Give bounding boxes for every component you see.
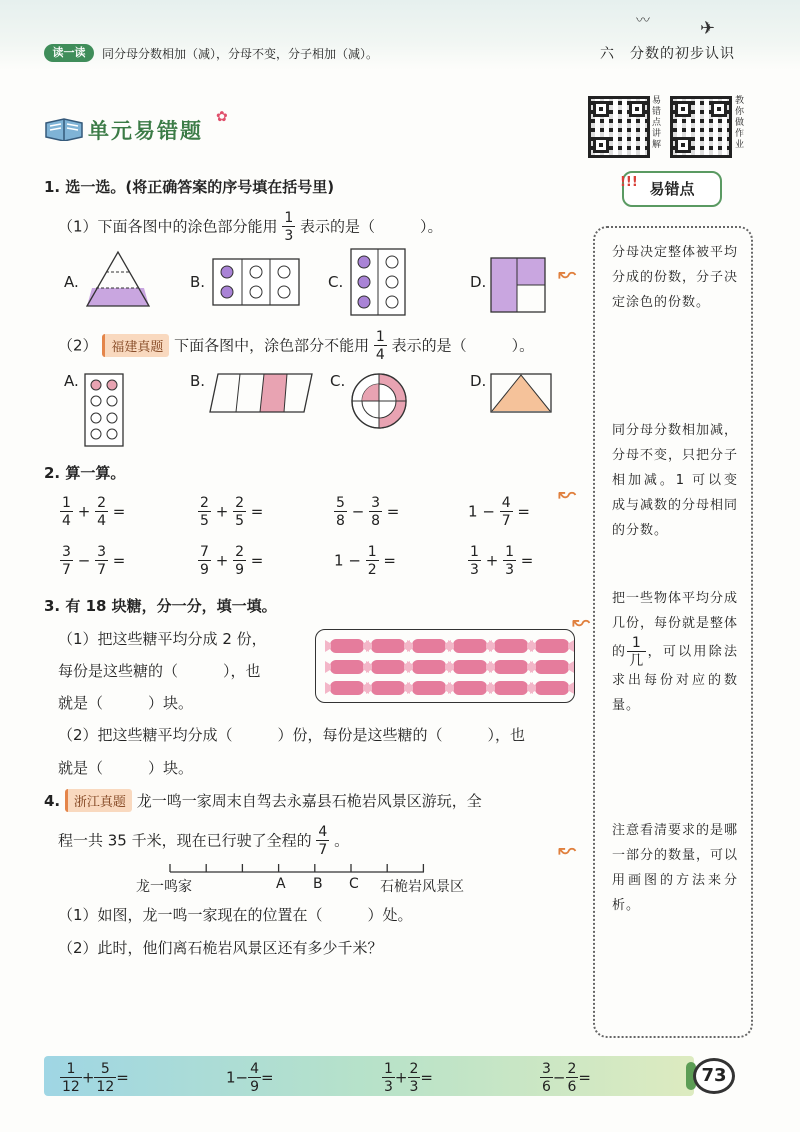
unit-title: 单元易错题 [88,119,203,143]
q3-part1-line3: 就是（ ）块。 [58,694,194,712]
calc-item: $\frac{3}{7}$ − $\frac{3}{7}$ = [62,544,126,578]
candy-icon [494,639,528,653]
candy-icon [371,639,405,653]
calc-item: $\frac{5}{8}$ − $\frac{3}{8}$ = [336,495,400,529]
bird-icon: 〰 [636,13,650,29]
candy-icon [535,660,569,674]
circle-columns-figure [350,248,406,316]
swallow-icon: ✈ [700,18,716,39]
calc-item: $\frac{1}{4}$ + $\frac{2}{4}$ = [62,495,126,529]
calc-item: $\frac{2}{5}$ + $\frac{2}{5}$ = [200,495,264,529]
candy-icon [453,639,487,653]
candy-icon [453,660,487,674]
candy-icon [330,681,364,695]
footer-calc: $\frac{3}{6}$ − $\frac{2}{6}$ = [542,1061,591,1095]
qr-code-icon[interactable] [670,96,732,158]
footer-calc: $\frac{1}{3}$ + $\frac{2}{3}$ = [384,1061,433,1095]
calc-item: $\frac{1}{3}$ + $\frac{1}{3}$ = [470,544,534,578]
parallelogram-figure [208,372,314,414]
alert-icon: !!! [620,175,638,190]
candy-box [315,629,575,703]
ring-figure [350,372,408,430]
ruler-point-a: A [276,876,286,892]
candy-icon [453,681,487,695]
candy-icon [535,639,569,653]
qr-code-icon[interactable] [588,96,650,158]
candy-icon [330,660,364,674]
option-c-label[interactable]: C. [330,372,346,390]
chapter-title: 六 分数的初步认识 [600,46,735,62]
option-c-label[interactable]: C. [328,273,344,291]
page-number: 73 [693,1058,735,1094]
question-1-part-1: （1）下面各图中的涂色部分能用 $\frac{1}{3}$ 表示的是（ ）。 [58,210,443,244]
candy-icon [494,660,528,674]
source-tag: 福建真题 [102,334,169,357]
option-a-label[interactable]: A. [64,372,79,390]
q4-part2: （2）此时，他们离石桅岩风景区还有多少千米？ [58,939,383,957]
option-d-label[interactable]: D. [470,372,487,390]
read-tip: 同分母分数相加（减），分母不变，分子相加（减）。 [102,47,379,61]
tip-read-carefully: 注意看清要求的是哪一部分的数量，可以用画图的方法来分析。 [612,823,739,913]
tip-equal-sharing: 把一些物体平均分成几份，每份就是整体的 $\frac{1}{\text{几}}$ ，可以用除法求出每份对应的数量。 [612,591,739,713]
q3-part1-line2: 每份是这些糖的（ ），也 [58,662,261,680]
distance-ruler [168,860,428,876]
q3-part1-line1: （1）把这些糖平均分成 2 份， [58,630,267,648]
q3-part2-line2: 就是（ ）块。 [58,759,194,777]
error-point-tag: !!! 易错点 [622,171,722,207]
calc-item: $\frac{7}{9}$ + $\frac{2}{9}$ = [200,544,264,578]
fraction: $\frac{1}{4}$ [375,329,385,363]
question-1-part-2: （2） 福建真题 下面各图中，涂色部分不能用 $\frac{1}{4}$ 表示的是（ ）。 [58,329,535,363]
ruler-end-label: 石桅岩风景区 [380,879,464,895]
footer-calc: $\frac{1}{12}$ + $\frac{5}{12}$ = [62,1061,129,1095]
triangle-figure [86,250,150,308]
candy-icon [412,660,446,674]
candy-icon [330,639,364,653]
rectangle-triangle-figure [490,373,552,413]
calc-item: 1 − $\frac{4}{7}$ = [468,495,530,529]
square-figure [490,257,546,313]
option-b-label[interactable]: B. [190,273,206,291]
question-4-line1: 4. 浙江真题 龙一鸣一家周末自驾去永嘉县石桅岩风景区游玩，全 [44,789,482,812]
q4-part1: （1）如图，龙一鸣一家现在的位置在（ ）处。 [58,906,413,924]
fraction: $\frac{1}{\text{几}}$ [629,635,645,669]
q3-part2-line1: （2）把这些糖平均分成（ ）份，每份是这些糖的（ ），也 [58,726,526,744]
candy-icon [535,681,569,695]
fraction: $\frac{1}{3}$ [284,210,294,244]
option-a-label[interactable]: A. [64,273,79,291]
ruler-point-b: B [313,876,323,892]
option-d-label[interactable]: D. [470,273,487,291]
candy-icon [371,681,405,695]
ruler-point-c: C [349,876,359,892]
candy-icon [412,639,446,653]
tip-same-denominator: 同分母分数相加减，分母不变，只把分子相加减。1 可以变成与减数的分母相同的分数。 [612,423,739,538]
candy-icon [494,681,528,695]
footer-practice-bar [44,1056,694,1096]
question-1-title: 1. 选一选。(将正确答案的序号填在括号里) [44,178,335,196]
footer-calc: 1− $\frac{4}{9}$ = [226,1061,274,1095]
pointer-curl-icon: ↜ [572,610,591,635]
flower-icon: ✿ [216,109,228,125]
question-4-line2: 程一共 35 千米，现在已行驶了全程的 $\frac{4}{7}$ 。 [58,824,350,858]
source-tag: 浙江真题 [65,789,132,812]
question-2-title: 2. 算一算。 [44,464,126,482]
tip-fraction-meaning: 分母决定整体被平均分成的份数，分子决定涂色的份数。 [612,245,739,310]
ruler-start-label: 龙一鸣家 [136,879,192,895]
option-b-label[interactable]: B. [190,372,206,390]
read-badge: 读一读 [44,44,94,62]
pointer-curl-icon: ↜ [558,262,577,287]
qr-label-errors: 易错点讲解 [652,96,662,150]
candy-icon [412,681,446,695]
circle-grid-8-figure [84,373,124,447]
fraction: $\frac{4}{7}$ [318,824,328,858]
pointer-curl-icon: ↜ [558,482,577,507]
question-3-title: 3. 有 18 块糖，分一分，填一填。 [44,597,277,615]
pointer-curl-icon: ↜ [558,838,577,863]
qr-label-homework: 教你做作业 [735,96,745,150]
calc-item: 1 − $\frac{1}{2}$ = [334,544,396,578]
book-icon [44,115,84,141]
candy-icon [371,660,405,674]
circle-grid-figure [212,258,300,306]
